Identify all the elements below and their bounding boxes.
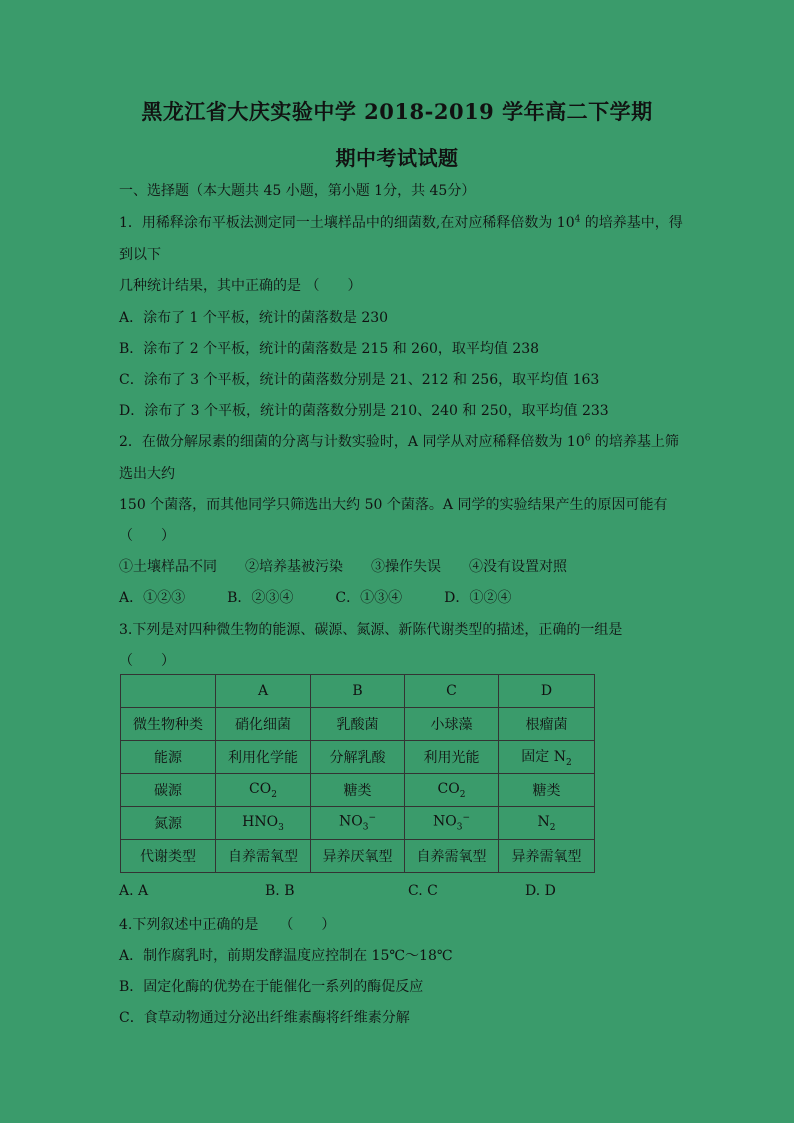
table-cell: $N_2$ (499, 807, 595, 840)
table-cell: $NO_3^-$ (311, 807, 405, 840)
table-cell: 异养厌氧型 (311, 840, 405, 873)
q1-option-a: A．涂布了 1 个平板，统计的菌落数是 230 (119, 310, 389, 326)
table-cell: 代谢类型 (121, 840, 216, 873)
table-header-cell: A (216, 675, 311, 708)
q1-option-b: B．涂布了 2 个平板，统计的菌落数是 215 和 260，取平均值 238 (119, 341, 540, 357)
table-header-row (121, 675, 595, 708)
q2-stem: 2．在做分解尿素的细菌的分离与计数实验时，A 同学从对应稀释倍数为 $10^6$ 的培养基上筛 (119, 433, 679, 450)
table-row (121, 708, 595, 741)
table-header-cell: B (311, 675, 405, 708)
table-cell: 自养需氧型 (405, 840, 499, 873)
table-cell: $CO_2$ (405, 774, 499, 807)
table-row (121, 774, 595, 807)
q4-option-b: B．固定化酶的优势在于能催化一系列的酶促反应 (119, 979, 424, 995)
q1-stem-line2: 到以下 (119, 247, 161, 263)
q1-option-c: C．涂布了 3 个平板，统计的菌落数分别是 21、212 和 256，取平均值 163 (119, 372, 600, 388)
q3-stem-line2: （ ） (119, 653, 175, 669)
table-header-cell: D (499, 675, 595, 708)
table-cell: 自养需氧型 (216, 840, 311, 873)
section-heading: 一、选择题（本大题共 45 小题，第小题 1分，共 45分） (119, 183, 476, 199)
table-cell: 硝化细菌 (216, 708, 311, 741)
table-cell: 分解乳酸 (311, 741, 405, 774)
table-cell: 固定 $N_2$ (499, 741, 595, 774)
table-cell: 能源 (121, 741, 216, 774)
q1-stem: 1．用稀释涂布平板法测定同一土壤样品中的细菌数,在对应稀释倍数为 $10^4$ 的培养基中，得 (119, 214, 683, 231)
table-cell: 微生物种类 (121, 708, 216, 741)
table-cell: $CO_2$ (216, 774, 311, 807)
q3-option-d: D. D (525, 883, 556, 899)
table-cell: 利用光能 (405, 741, 499, 774)
q3-option-b: B. B (265, 883, 295, 899)
q4-option-c: C．食草动物通过分泌出纤维素酶将纤维素分解 (119, 1010, 410, 1026)
table-cell: 碳源 (121, 774, 216, 807)
table-cell: 乳酸菌 (311, 708, 405, 741)
table-row (121, 741, 595, 774)
table-cell: 根瘤菌 (499, 708, 595, 741)
q3-table (120, 674, 595, 873)
q2-items: ①土壤样品不同 ②培养基被污染 ③操作失误 ④没有设置对照 (119, 559, 567, 575)
table-cell: 小球藻 (405, 708, 499, 741)
table-row (121, 807, 595, 840)
q2-options: A．①②③ B．②③④ C．①③④ D．①②④ (119, 590, 512, 606)
q1-stem-line3: 几种统计结果，其中正确的是 （ ） (119, 278, 362, 294)
table-cell: $NO_3^-$ (405, 807, 499, 840)
table-header-cell: C (405, 675, 499, 708)
q4-option-a: A．制作腐乳时，前期发酵温度应控制在 15℃～18℃ (119, 948, 453, 964)
q3-option-c: C. C (408, 883, 438, 899)
q2-stem-line3: 150 个菌落，而其他同学只筛选出大约 50 个菌落。A 同学的实验结果产生的原因可能有 (119, 497, 668, 513)
q4-stem: 4.下列叙述中正确的是 （ ） (119, 917, 336, 933)
q3-option-a: A. A (119, 883, 149, 899)
q2-stem-line4: （ ） (119, 528, 175, 544)
table-cell: 利用化学能 (216, 741, 311, 774)
q2-stem-line2: 选出大约 (119, 466, 175, 482)
table-cell: 异养需氧型 (499, 840, 595, 873)
table-row (121, 840, 595, 873)
table-header-cell (121, 675, 216, 708)
table-cell: 氮源 (121, 807, 216, 840)
page-subtitle: 期中考试试题 (335, 146, 459, 170)
q3-stem: 3.下列是对四种微生物的能源、碳源、氮源、新陈代谢类型的描述，正确的一组是 (119, 622, 623, 638)
table-cell: $HNO_3$ (216, 807, 311, 840)
page-title: 黑龙江省大庆实验中学 2018-2019 学年高二下学期 (141, 99, 653, 124)
table-cell: 糖类 (311, 774, 405, 807)
table-cell: 糖类 (499, 774, 595, 807)
q1-option-d: D．涂布了 3 个平板，统计的菌落数分别是 210、240 和 250，取平均值 233 (119, 403, 609, 419)
